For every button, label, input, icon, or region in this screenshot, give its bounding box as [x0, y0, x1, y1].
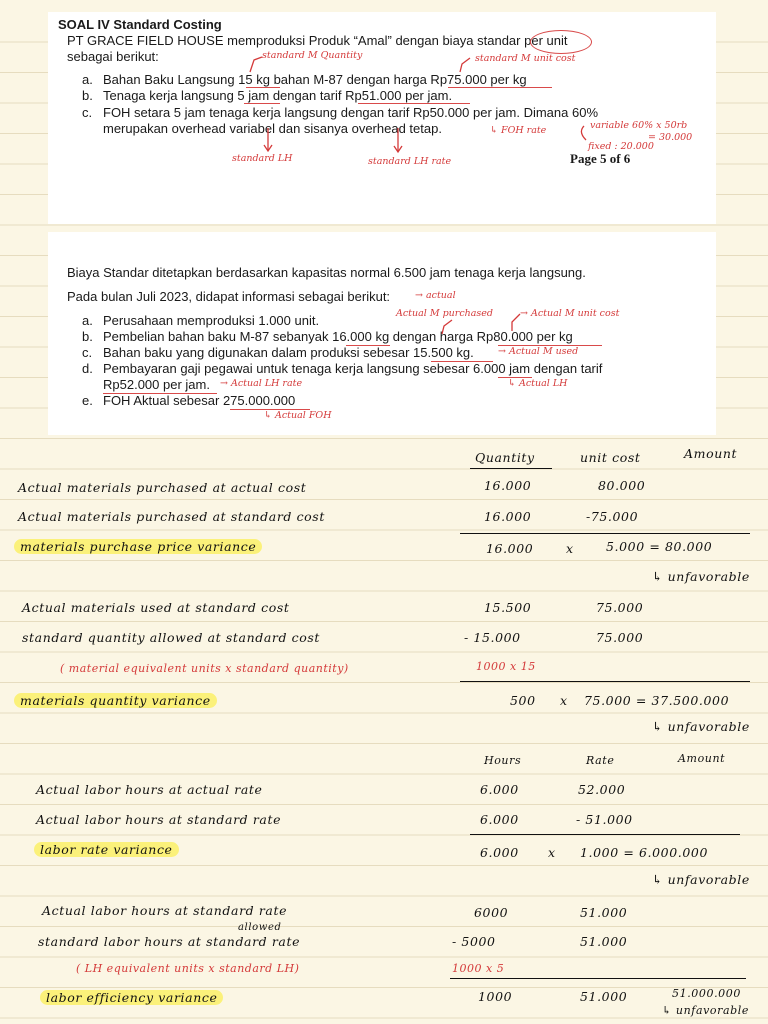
row-rate: 51.000 [580, 934, 628, 949]
problem-intro: PT GRACE FIELD HOUSE memproduksi Produk “Amal” dengan biaya standar per unit [67, 33, 568, 48]
problem-intro-2: sebagai berikut: [67, 49, 159, 64]
actual-item-marker: c. [82, 345, 93, 360]
underline [244, 103, 280, 104]
underline [358, 103, 470, 104]
header-amount: Amount [678, 752, 726, 765]
row-label: Actual labor hours at actual rate [36, 782, 263, 797]
row-label: Actual materials used at standard cost [22, 600, 290, 615]
variance-calc: 75.000 = 37.500.000 [584, 693, 730, 708]
variance-quantity: 16.000 [486, 541, 534, 556]
total-rule [460, 681, 750, 682]
row-hours: 6000 [474, 905, 509, 920]
note-actual-m-used: → Actual M used [498, 346, 579, 357]
row-label: Actual materials purchased at standard cost [18, 509, 325, 524]
row-quantity: 16.000 [484, 478, 532, 493]
rate-variance-label: labor rate variance [34, 842, 179, 857]
actual-item-marker: d. [82, 361, 93, 376]
variance-hours: 6.000 [480, 845, 519, 860]
actual-item-marker: b. [82, 329, 93, 344]
basis-text: Biaya Standar ditetapkan berdasarkan kapasitas normal 6.500 jam tenaga kerja langsung. [67, 265, 586, 280]
times-sign: x [566, 541, 574, 556]
header-underline [470, 468, 552, 469]
variance-quantity: 500 [510, 693, 536, 708]
equivalent-calc: 1000 x 15 [476, 660, 536, 673]
row-label: Actual labor hours at standard rate [36, 812, 282, 827]
equivalent-calc: 1000 x 5 [452, 962, 505, 975]
note-fixed: fixed : 20.000 [588, 141, 654, 152]
row-cost: 75.000 [596, 630, 644, 645]
row-rate: 51.000 [580, 905, 628, 920]
note-actual-lh-rate: → Actual LH rate [220, 378, 303, 389]
note-std-m-quantity: standard M Quantity [262, 50, 363, 61]
header-rate: Rate [586, 754, 615, 767]
actual-item-marker: a. [82, 313, 93, 328]
problem-item-a: Bahan Baku Langsung 15 kg bahan M-87 dengan harga Rp75.000 per kg [103, 72, 527, 87]
note-actual-m-unit-cost: → Actual M unit cost [520, 308, 620, 319]
price-variance-label: materials purchase price variance [14, 539, 262, 554]
note-std-m-unit-cost: standard M unit cost [475, 53, 576, 64]
actual-item-c: Bahan baku yang digunakan dalam produksi sebesar 15.500 kg. [103, 345, 474, 360]
problem-title: SOAL IV Standard Costing [58, 17, 222, 32]
note-std-lh-rate: standard LH rate [368, 156, 452, 167]
row-label: standard labor hours at standard rate [38, 934, 301, 949]
actual-item-d: Pembayaran gaji pegawai untuk tenaga kerja langsung sebesar 6.000 jam dengan tarif [103, 361, 603, 376]
times-sign: x [560, 693, 568, 708]
page-label: Page 5 of 6 [570, 151, 631, 166]
row-label: standard quantity allowed at standard cost [22, 630, 320, 645]
row-cost: -75.000 [586, 509, 639, 524]
total-rule [450, 978, 746, 979]
actual-item-e: FOH Aktual sebesar 275.000.000 [103, 393, 296, 408]
problem-item-c-line2: merupakan overhead variabel dan sisanya overhead tetap. [103, 121, 442, 136]
july-text: Pada bulan Juli 2023, didapat informasi sebagai berikut: [67, 289, 391, 304]
efficiency-variance-label: labor efficiency variance [40, 990, 223, 1005]
underline [103, 393, 217, 394]
problem-item-c: FOH setara 5 jam tenaga kerja langsung dengan tarif Rp50.000 per jam. Dimana 60% [103, 105, 599, 120]
quantity-variance-label: materials quantity variance [14, 693, 217, 708]
header-unit-cost: unit cost [580, 450, 641, 465]
row-rate: 52.000 [578, 782, 626, 797]
equivalent-note: ( LH equivalent units x standard LH) [76, 962, 300, 975]
note-actual-lh: ↳ Actual LH [508, 378, 568, 389]
total-rule [460, 533, 750, 534]
note-actual: → actual [415, 290, 456, 301]
underline [346, 345, 390, 346]
header-quantity: Quantity [475, 450, 535, 465]
note-actual-foh: ↳ Actual FOH [264, 410, 332, 421]
variance-result: ↳ unfavorable [652, 872, 750, 887]
times-sign: x [548, 845, 556, 860]
row-rate: - 51.000 [576, 812, 633, 827]
underline [431, 361, 493, 362]
row-quantity: 16.000 [484, 509, 532, 524]
underline [246, 87, 280, 88]
actual-item-a: Perusahaan memproduksi 1.000 unit. [103, 313, 320, 328]
row-quantity: - 15.000 [464, 630, 521, 645]
equivalent-note: ( material equivalent units x standard quantity) [60, 662, 349, 675]
variance-rate: 51.000 [580, 989, 628, 1004]
allowed-note: allowed [238, 922, 282, 933]
note-actual-m-purchased: Actual M purchased [396, 308, 494, 319]
variance-calc: 1.000 = 6.000.000 [580, 845, 709, 860]
actual-item-b: Pembelian bahan baku M-87 sebanyak 16.000 kg dengan harga Rp80.000 per kg [103, 329, 573, 344]
variance-result: ↳ unfavorable [652, 719, 750, 734]
variance-result: ↳ unfavorable [662, 1004, 750, 1017]
variance-hours: 1000 [478, 989, 513, 1004]
variance-calc: 5.000 = 80.000 [606, 539, 713, 554]
header-amount: Amount [684, 446, 738, 461]
problem-item-b: Tenaga kerja langsung 5 jam dengan tarif Rp51.000 per jam. [103, 88, 453, 103]
row-cost: 75.000 [596, 600, 644, 615]
row-label: Actual materials purchased at actual cost [18, 480, 307, 495]
note-std-lh: standard LH [232, 153, 293, 164]
row-hours: - 5000 [452, 934, 496, 949]
underline [448, 87, 552, 88]
note-variable: variable 60% x 50rb [590, 120, 688, 131]
note-foh-rate: ↳ FOH rate [490, 125, 547, 136]
variance-result: ↳ unfavorable [652, 569, 750, 584]
variance-amount: 51.000.000 [672, 987, 741, 1000]
header-hours: Hours [484, 754, 522, 767]
row-hours: 6.000 [480, 812, 519, 827]
problem-item-marker: a. [82, 72, 93, 87]
standar-circle [530, 30, 592, 54]
problem-item-marker: b. [82, 88, 93, 103]
row-quantity: 15.500 [484, 600, 532, 615]
problem-item-marker: c. [82, 105, 93, 120]
row-label: Actual labor hours at standard rate [42, 903, 288, 918]
actual-item-marker: e. [82, 393, 93, 408]
actual-item-d-line2: Rp52.000 per jam. [103, 377, 210, 392]
note-variable-value: = 30.000 [648, 132, 693, 143]
row-cost: 80.000 [598, 478, 646, 493]
row-hours: 6.000 [480, 782, 519, 797]
total-rule [470, 834, 740, 835]
